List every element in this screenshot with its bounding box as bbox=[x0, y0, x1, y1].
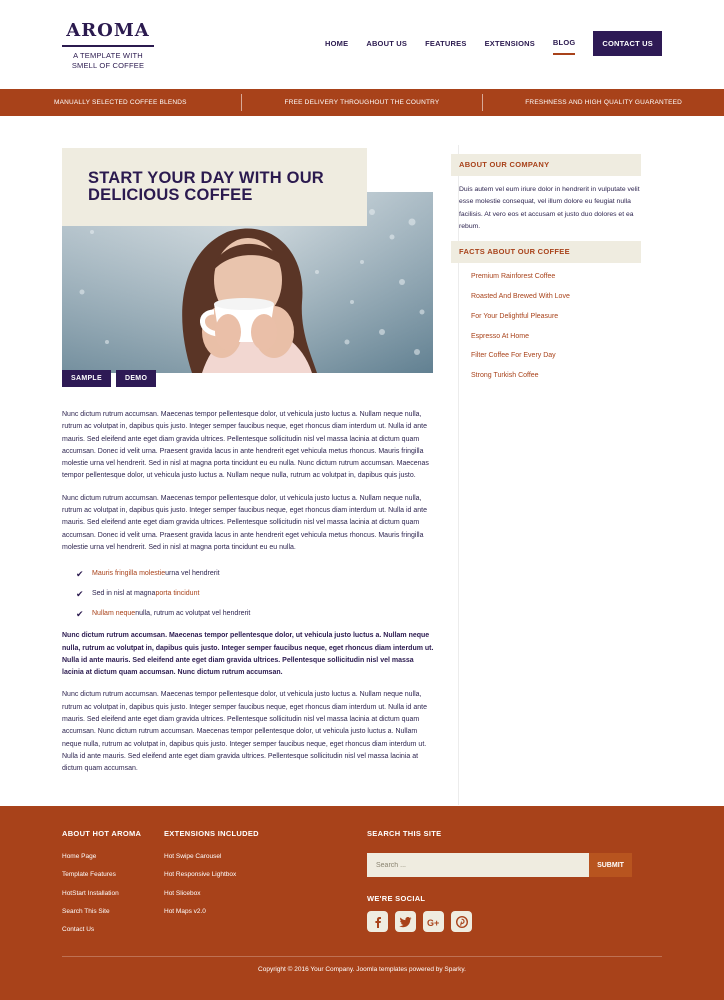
footer-col-search bbox=[367, 829, 632, 932]
footer-links bbox=[62, 853, 141, 944]
checkmark-icon: ✔ bbox=[76, 589, 84, 600]
google-plus-icon[interactable] bbox=[423, 911, 444, 932]
twitter-icon[interactable] bbox=[395, 911, 416, 932]
fact-link[interactable]: Strong Turkish Coffee bbox=[471, 372, 539, 380]
inline-link[interactable]: Nullam neque bbox=[92, 610, 136, 618]
list-item-text: urna vel hendrerit bbox=[165, 570, 220, 578]
contact-us-button[interactable]: CONTACT US bbox=[593, 31, 662, 56]
search-input[interactable] bbox=[367, 853, 589, 877]
list-item bbox=[76, 564, 434, 584]
footer-link[interactable]: Home Page bbox=[62, 853, 97, 860]
list-item-text: Sed in nisl at magna bbox=[92, 590, 156, 598]
article-paragraph: Nunc dictum rutrum accumsan. Maecenas tempor pellentesque dolor, ut vehicula justo luctus a. Nullam neque nulla, rutrum ac volutpat in, dapibus quis justo. Integer semper faucibus neque, eget rhoncus diam interdum ut. Nulla id ante mauris. Sed eleifend ante eget diam gravida ultrices. Pellentesque sollicitudin nisl vel massa lacinia at dictum quam accumsan. Donec id velit urna. Praesent gravida lacus in ante hendrerit eget vehicula metus rhoncus. Mauris fringilla molestie urna vel hendrerit. Sed in nisl at magna porta tincidunt eu eu nulla. Nunc dictum rutrum accumsan. Maecenas tempor pellentesque dolor, ut vehicula justo luctus a. Nullam neque nulla, rutrum ac volutpat in, dapibus quis justo. bbox=[62, 411, 429, 480]
sidebar bbox=[451, 154, 663, 392]
footer-col-extensions bbox=[164, 829, 259, 926]
facebook-icon[interactable] bbox=[367, 911, 388, 932]
footer-link[interactable]: Search This Site bbox=[62, 907, 110, 915]
footer-link[interactable]: Hot Swipe Carousel bbox=[164, 853, 222, 860]
footer-link[interactable]: Hot Slicebox bbox=[164, 889, 201, 897]
inline-link[interactable]: porta tincidunt bbox=[155, 590, 200, 598]
sidebar-heading-about: ABOUT OUR COMPANY bbox=[451, 154, 641, 176]
inline-link[interactable]: Mauris fringilla molestie bbox=[92, 570, 166, 578]
strip-item: MANUALLY SELECTED COFFEE BLENDS bbox=[53, 99, 187, 106]
article-paragraph: Nunc dictum rutrum accumsan. Maecenas tempor pellentesque dolor, ut vehicula justo luctus a. Nullam neque nulla, rutrum ac volutpat in, dapibus quis justo. Integer semper faucibus neque, eget rhoncus diam interdum ut. Nulla id ante mauris. Sed eleifend ante eget diam gravida ultrices. Pellentesque sollicitudin nisl vel massa lacinia at dictum quam accumsan. Nunc dictum rutrum accumsan. Maecenas tempor pellentesque dolor, ut vehicula justo luctus a. Nullam neque nulla, rutrum ac volutpat in, dapibus quis justo. Integer semper faucibus neque, eget rhoncus diam interdum ut. Nulla id ante mauris. Sed eleifend ante eget diam gravida ultrices. Pellentesque sollicitudin nisl vel massa lacinia at dictum quam accumsan. bbox=[62, 691, 427, 773]
nav-item-about-us[interactable]: ABOUT US bbox=[366, 39, 408, 48]
fact-link[interactable]: For Your Delightful Pleasure bbox=[471, 312, 559, 320]
fact-link[interactable]: Espresso At Home bbox=[471, 332, 529, 340]
footer-link[interactable]: Hot Maps v2.0 bbox=[164, 907, 206, 915]
footer-heading: EXTENSIONS INCLUDED bbox=[164, 829, 259, 838]
footer-link[interactable]: Hot Responsive Lightbox bbox=[164, 871, 237, 879]
footer-link[interactable]: Contact Us bbox=[62, 926, 95, 934]
article-paragraph: Nunc dictum rutrum accumsan. Maecenas tempor pellentesque dolor, ut vehicula justo luctus a. Nullam neque nulla, rutrum ac volutpat in, dapibus quis justo. Integer semper faucibus neque, eget rhoncus diam interdum ut. Nulla id ante mauris. Sed eleifend ante eget diam gravida ultrices. Pellentesque sollicitudin nisl vel massa lacinia at dictum quam accumsan. Donec id velit urna. Praesent gravida lacus in ante hendrerit eget vehicula metus rhoncus. Mauris fringilla molestie urna vel hendrerit. Sed in nisl at magna porta tincidunt eu eu nulla. bbox=[62, 494, 427, 551]
list-item bbox=[76, 584, 434, 604]
list-item bbox=[76, 604, 434, 624]
site-header bbox=[0, 0, 724, 89]
footer-link[interactable]: Template Features bbox=[62, 871, 116, 879]
footer-heading: WE'RE SOCIAL bbox=[367, 894, 426, 903]
checkmark-icon: ✔ bbox=[76, 609, 84, 620]
article-title-box bbox=[62, 148, 367, 226]
copyright-text: Copyright © 2016 Your Company. Joomla templates powered by Sparky. bbox=[258, 966, 466, 973]
footer-heading: ABOUT HOT AROMA bbox=[62, 829, 142, 838]
article-tags bbox=[62, 370, 161, 387]
svg-text:G+: G+ bbox=[426, 917, 439, 928]
site-footer bbox=[0, 806, 724, 1000]
tag-sample[interactable]: SAMPLE bbox=[62, 370, 111, 387]
pinterest-icon[interactable] bbox=[451, 911, 472, 932]
fact-link[interactable]: Premium Rainforest Coffee bbox=[471, 273, 556, 281]
feature-strip bbox=[0, 89, 724, 116]
footer-links bbox=[164, 853, 259, 926]
fact-link[interactable]: Roasted And Brewed With Love bbox=[471, 292, 570, 300]
tag-demo[interactable]: DEMO bbox=[116, 370, 156, 387]
footer-heading: SEARCH THIS SITE bbox=[367, 829, 442, 838]
logo-title: AROMA bbox=[62, 20, 154, 47]
main-nav bbox=[307, 31, 662, 56]
strip-item: FREE DELIVERY THROUGHOUT THE COUNTRY bbox=[284, 99, 440, 106]
sidebar-heading-facts: FACTS ABOUT OUR COFFEE bbox=[451, 241, 641, 263]
list-item-text: nulla, rutrum ac volutpat vel hendrerit bbox=[135, 610, 251, 618]
nav-item-features[interactable]: FEATURES bbox=[425, 39, 467, 48]
logo-tagline: A TEMPLATE WITH SMELL OF COFFEE bbox=[71, 51, 145, 70]
checkmark-icon: ✔ bbox=[76, 569, 84, 580]
article-checklist bbox=[76, 564, 434, 624]
sidebar-about-text: Duis autem vel eum iriure dolor in hendrerit in vulputate velit esse molestie consequat, vel illum dolore eu feugiat nulla facilisis. At vero eos et accusam et justo duo dolores et ea rebum. bbox=[459, 186, 640, 230]
article-title[interactable]: START YOUR DAY WITH OUR DELICIOUS COFFEE bbox=[88, 169, 324, 204]
article-body bbox=[62, 409, 434, 786]
footer-divider bbox=[62, 956, 662, 957]
search-form bbox=[367, 853, 632, 877]
article-paragraph-bold: Nunc dictum rutrum accumsan. Maecenas tempor pellentesque dolor, ut vehicula justo luctus a. Nullam neque nulla, rutrum ac volutpat in, dapibus quis justo. Integer semper faucibus neque, eget rhoncus diam interdum ut. Nulla id ante mauris. Sed eleifend ante eget diam gravida ultrices. Pellentesque sollicitudin nisl vel massa lacinia at dictum quam accumsan. Nunc dictum rutrum accumsan. bbox=[62, 632, 434, 677]
nav-item-extensions[interactable]: EXTENSIONS bbox=[484, 39, 535, 48]
nav-item-home[interactable]: HOME bbox=[325, 39, 349, 48]
facts-list bbox=[451, 273, 663, 392]
strip-item: FRESHNESS AND HIGH QUALITY GUARANTEED bbox=[525, 99, 683, 106]
submit-button[interactable]: SUBMIT bbox=[589, 853, 632, 877]
site-logo[interactable] bbox=[62, 20, 154, 71]
footer-col-about bbox=[62, 829, 141, 944]
fact-link[interactable]: Filter Coffee For Every Day bbox=[471, 352, 556, 360]
nav-item-blog[interactable]: BLOG bbox=[553, 32, 575, 55]
social-links bbox=[367, 911, 632, 932]
footer-link[interactable]: HotStart Installation bbox=[62, 889, 119, 897]
